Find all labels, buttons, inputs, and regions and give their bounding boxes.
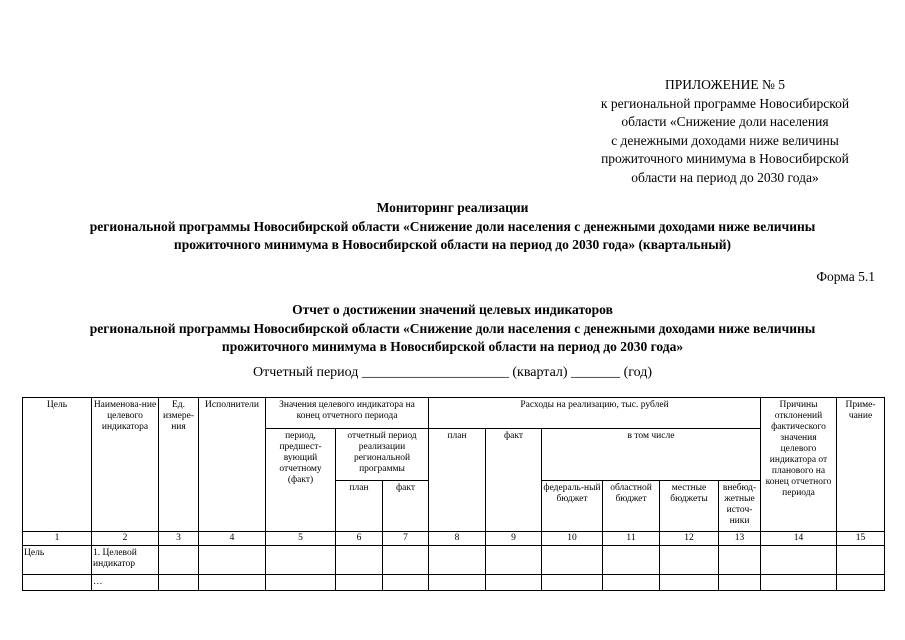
table-header-row	[23, 398, 885, 429]
empty-cell	[336, 546, 383, 575]
column-number: 6	[336, 532, 383, 546]
report-title-line: региональной программы Новосибирской области «Снижение доли населения с денежными доходами ниже величины	[89, 320, 816, 336]
header-executors: Исполнители	[199, 398, 266, 532]
empty-cell	[603, 575, 660, 591]
column-number: 7	[383, 532, 429, 546]
header-extrabudgetary: внебюд-жетные источ-ники	[719, 481, 761, 532]
header-values-group: Значения целевого индикатора на конец отчетного периода	[266, 398, 429, 429]
header-expenses-group: Расходы на реализацию, тыс. рублей	[429, 398, 761, 429]
header-expenses-plan: план	[429, 429, 486, 532]
empty-cell	[383, 575, 429, 591]
header-federal-budget: федераль-ный бюджет	[542, 481, 603, 532]
header-local-budgets: местные бюджеты	[660, 481, 719, 532]
empty-cell	[761, 575, 837, 591]
empty-cell	[429, 546, 486, 575]
empty-cell	[266, 575, 336, 591]
column-number: 9	[486, 532, 542, 546]
empty-cell	[383, 546, 429, 575]
column-number: 8	[429, 532, 486, 546]
column-number: 5	[266, 532, 336, 546]
monitoring-title-line: региональной программы Новосибирской области «Снижение доли населения с денежными доходами ниже величины	[89, 218, 816, 234]
empty-cell	[542, 546, 603, 575]
header-prev-period: период, предшест-вующий отчетному (факт)	[266, 429, 336, 532]
header-including: в том числе	[542, 429, 761, 481]
header-indicator-name: Наименова-ние целевого индикатора	[92, 398, 159, 532]
empty-cell	[660, 575, 719, 591]
form-label: Форма 5.1	[816, 269, 875, 284]
empty-cell	[429, 575, 486, 591]
appendix-line: области на период до 2030 года»	[631, 169, 819, 185]
report-title-line: прожиточного минимума в Новосибирской области на период до 2030 года»	[221, 339, 684, 354]
column-number: 15	[837, 532, 885, 546]
empty-cell	[837, 575, 885, 591]
header-reporting-period: отчетный период реализации региональной программы	[336, 429, 429, 481]
report-title-line: Отчет о достижении значений целевых индикаторов	[292, 302, 613, 317]
header-goal: Цель	[23, 398, 92, 532]
empty-cell	[719, 546, 761, 575]
appendix-header	[575, 76, 875, 187]
monitoring-title	[0, 199, 905, 255]
appendix-line: с денежными доходами ниже величины	[611, 132, 839, 148]
reporting-period-line: Отчетный период _____________________ (квартал) _______ (год)	[252, 365, 653, 380]
appendix-line: прожиточного минимума в Новосибирской	[601, 151, 849, 166]
column-number: 11	[603, 532, 660, 546]
empty-cell	[660, 546, 719, 575]
empty-cell	[336, 575, 383, 591]
empty-cell	[486, 546, 542, 575]
header-note: Приме-чание	[837, 398, 885, 532]
table-row	[23, 575, 885, 591]
empty-cell	[542, 575, 603, 591]
column-number-row	[23, 532, 885, 546]
indicators-table	[22, 397, 885, 591]
column-number: 13	[719, 532, 761, 546]
empty-cell	[603, 546, 660, 575]
column-number: 12	[660, 532, 719, 546]
empty-cell	[199, 575, 266, 591]
monitoring-title-line: Мониторинг реализации	[376, 200, 529, 215]
empty-cell	[159, 546, 199, 575]
column-number: 10	[542, 532, 603, 546]
cell-goal: Цель	[23, 546, 92, 575]
appendix-line: к региональной программе Новосибирской	[600, 95, 850, 111]
column-number: 4	[199, 532, 266, 546]
appendix-line: области «Снижение доли населения	[621, 114, 829, 129]
header-plan: план	[336, 481, 383, 532]
header-deviation-reasons: Причины отклонений фактического значения целевого индикатора от планового на конец отчетного периода	[761, 398, 837, 532]
empty-cell	[159, 575, 199, 591]
column-number: 2	[92, 532, 159, 546]
column-number: 14	[761, 532, 837, 546]
header-fact: факт	[383, 481, 429, 532]
cell-indicator: 1. Целевой индикатор	[92, 546, 159, 575]
empty-cell	[486, 575, 542, 591]
column-number: 1	[23, 532, 92, 546]
empty-cell	[199, 546, 266, 575]
table-row	[23, 546, 885, 575]
empty-cell	[266, 546, 336, 575]
column-number: 3	[159, 532, 199, 546]
cell-goal	[23, 575, 92, 591]
appendix-line: ПРИЛОЖЕНИЕ № 5	[664, 77, 786, 92]
cell-indicator: …	[92, 575, 159, 591]
header-regional-budget: областной бюджет	[603, 481, 660, 532]
header-expenses-fact: факт	[486, 429, 542, 532]
empty-cell	[761, 546, 837, 575]
monitoring-title-line: прожиточного минимума в Новосибирской области на период до 2030 года» (квартальный)	[173, 237, 732, 252]
empty-cell	[719, 575, 761, 591]
report-title	[0, 301, 905, 357]
empty-cell	[837, 546, 885, 575]
header-unit: Ед. измере-ния	[159, 398, 199, 532]
